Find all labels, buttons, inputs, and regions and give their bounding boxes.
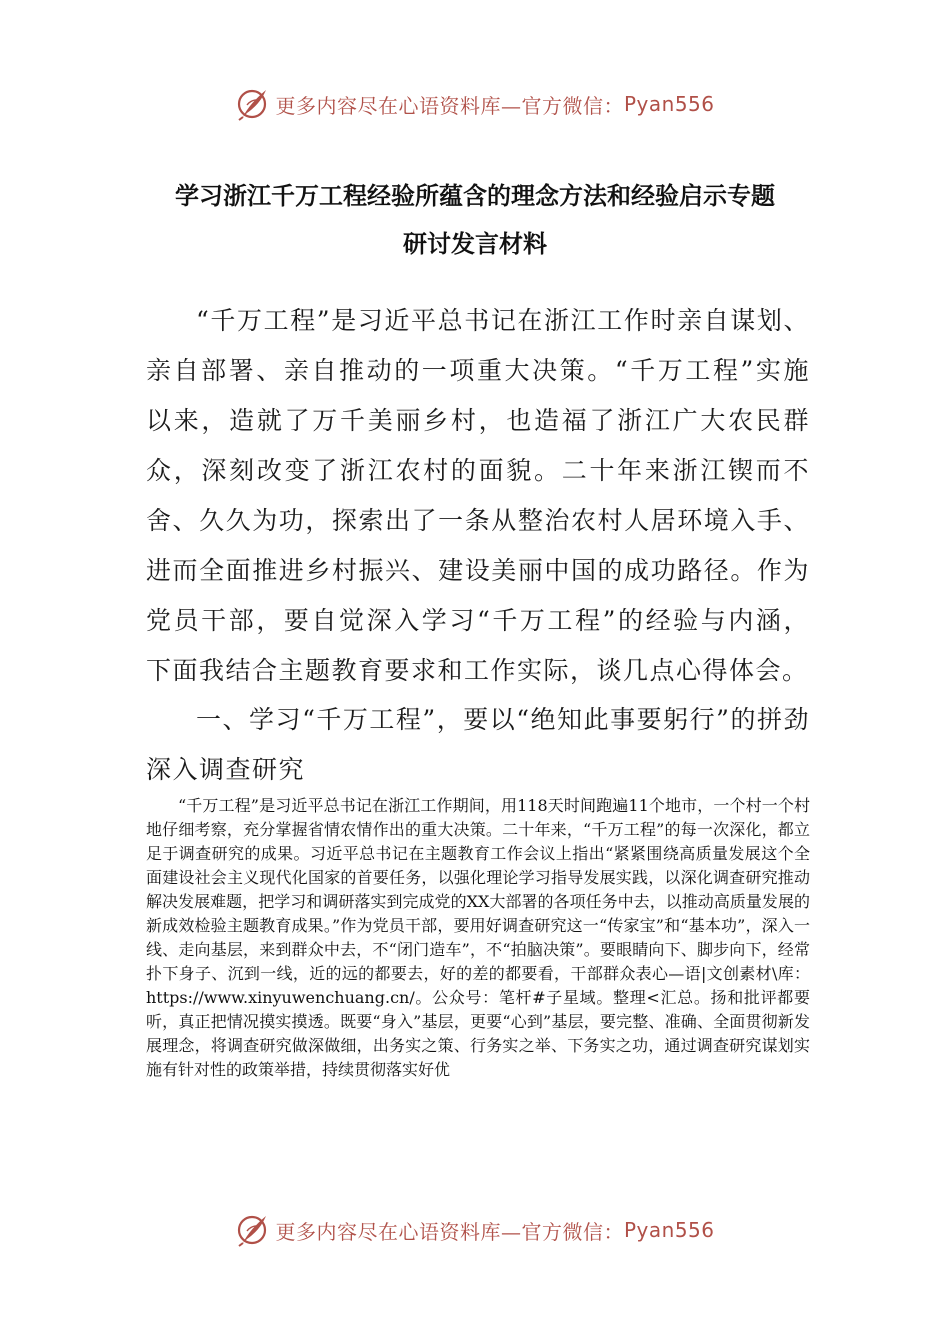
banner-text: 更多内容尽在心语资料库—官方微信：: [275, 1219, 624, 1244]
section-heading-block: [146, 695, 810, 795]
document-title: [140, 172, 810, 268]
intro-paragraph: “千万工程”是习近平总书记在浙江工作时亲自谋划、亲自部署、亲自推动的一项重大决策。“千万工程”实施以来，造就了万千美丽乡村，也造福了浙江广大农民群众，深刻改变了浙江农村的面貌。二十年来浙江锲而不舍、久久为功，探索出了一条从整治农村人居环境入手、进而全面推进乡村振兴、建设美丽中国的成功路径。作为党员干部，要自觉深入学习“千万工程”的经验与内涵，下面我结合主题教育要求和工作实际，谈几点心得体会。: [146, 306, 810, 685]
quill-ink-logo-icon: [235, 1213, 269, 1247]
banner-text: 更多内容尽在心语资料库—官方微信：: [275, 93, 624, 118]
title-line-2: 研讨发言材料: [403, 230, 547, 258]
section-1-heading: 一、学习“千万工程”，要以“绝知此事要躬行”的拼劲深入调查研究: [146, 705, 810, 784]
header-banner: [0, 84, 950, 124]
section-1-body: “千万工程”是习近平总书记在浙江工作期间，用118天时间跑遍11个地市，一个村一个村地仔细考察，充分掌握省情农情作出的重大决策。二十年来，“千万工程”的每一次深化，都立足于调查研究的成果。习近平总书记在主题教育工作会议上指出“紧紧围绕高质量发展这个全面建设社会主义现代化国家的首要任务，以强化理论学习指导发展实践，以深化调查研究推动解决发展难题，把学习和调研落实到完成党的XX大部署的各项任务中去，以推动高质量发展的新成效检验主题教育成果。”作为党员干部，要用好调查研究这一“传家宝”和“基本功”，深入一线、走向基层，来到群众中去，不“闭门造车”，不“拍脑决策”。要眼睛向下、脚步向下，经常扑下身子、沉到一线，近的远的都要去，好的差的都要看，干部群众表心—语|文创素材\库：https://www.xinyuwenchuang.cn/。公众号：笔杆#子星域。整理<汇总。扬和批评都要听，真正把情况摸实摸透。既要“身入”基层，更要“心到”基层，要完整、准确、全面贯彻新发展理念，将调查研究做深做细，出务实之策、行务实之举、下务实之功，通过调查研究谋划实施有针对性的政策举措，持续贯彻落实好优: [146, 796, 810, 1079]
banner-wechat-id: Pyan556: [623, 1218, 715, 1242]
banner-wechat-id: Pyan556: [623, 92, 715, 116]
footer-banner: [0, 1210, 950, 1250]
intro-paragraph-block: [146, 296, 810, 696]
quill-ink-logo-icon: [235, 87, 269, 121]
title-line-1: 学习浙江千万工程经验所蕴含的理念方法和经验启示专题: [175, 182, 775, 210]
